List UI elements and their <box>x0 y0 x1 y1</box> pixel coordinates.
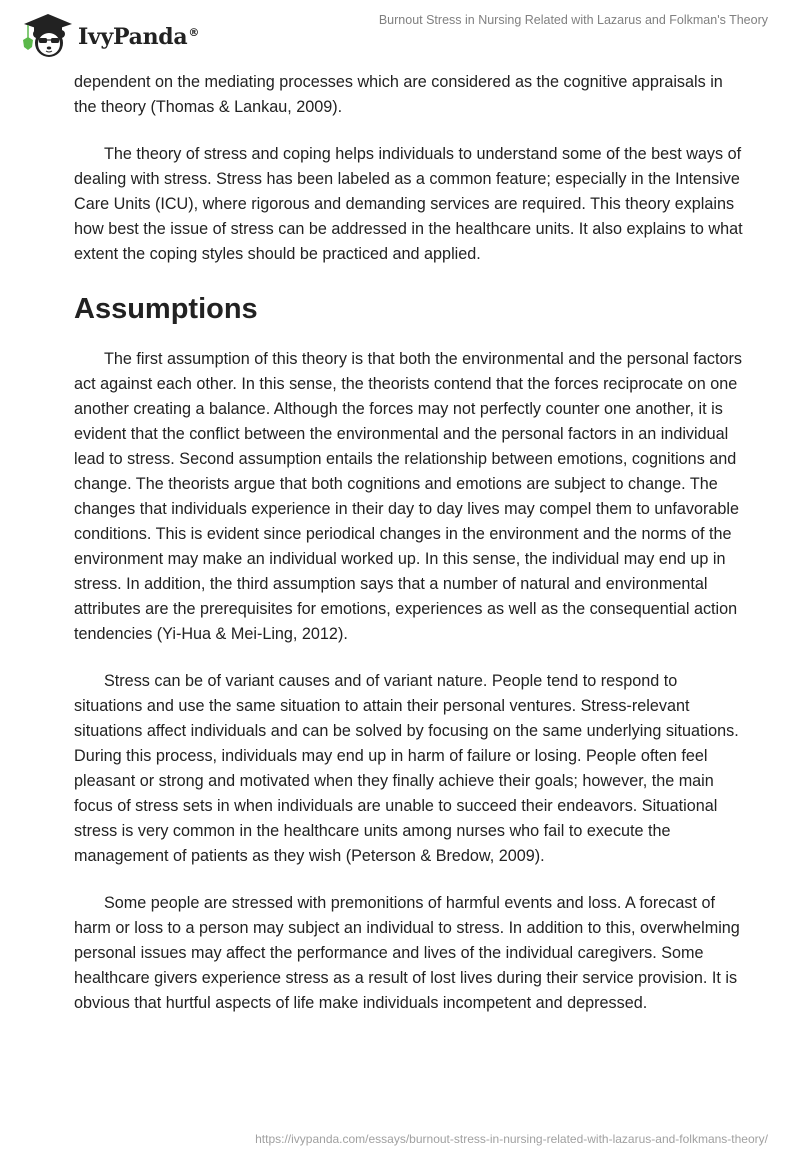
document-title: Burnout Stress in Nursing Related with Lazarus and Folkman's Theory <box>378 13 768 27</box>
brand-logo[interactable] <box>18 10 199 58</box>
paragraph: dependent on the mediating processes which are considered as the cognitive appraisals in the theory (Thomas & Lankau, 2009). <box>74 73 723 116</box>
paragraph: Stress can be of variant causes and of variant nature. People tend to respond to situations and use the same situation to attain their personal ventures. Stress-relevant situations affect individuals and can be solved by focusing on the same underlying situations. During this process, individuals may end up in harm of failure or losing. People often feel pleasant or strong and motivated when they finally achieve their goals; however, the main focus of stress sets in when individuals are unable to succeed their endeavors. Situational stress is very common in the healthcare units among nurses who fail to execute the management of patients as they wish (Peterson & Bredow, 2009). <box>74 672 739 865</box>
registered-mark: ® <box>188 25 200 39</box>
essay-content <box>74 70 744 1016</box>
source-url[interactable]: https://ivypanda.com/essays/burnout-stress-in-nursing-related-with-lazarus-and-folkmans-theory/ <box>255 1132 768 1146</box>
section-heading: Assumptions <box>74 293 258 325</box>
panda-graduation-cap-icon <box>18 10 74 58</box>
brand-name: IvyPanda® <box>78 24 200 50</box>
paragraph: Some people are stressed with premonitions of harmful events and loss. A forecast of harm or loss to a person may subject an individual to stress. In addition to this, overwhelming personal issues may affect the performance and lives of the individual caregivers. Some healthcare givers experience stress as a result of lost lives during their service provision. It is obvious that hurtful aspects of life make individuals incompetent and depressed. <box>74 894 740 1012</box>
page-header <box>0 0 800 65</box>
paragraph: The theory of stress and coping helps individuals to understand some of the best ways of dealing with stress. Stress has been labeled as a common feature; especially in the Intensive Care Units (ICU), where rigorous and demanding services are required. This theory explains how best the issue of stress can be addressed in the healthcare units. It also explains to what extent the coping styles should be practiced and applied. <box>74 145 743 263</box>
paragraph: The first assumption of this theory is that both the environmental and the personal factors act against each other. In this sense, the theorists contend that the forces reciprocate on one another creating a balance. Although the forces may not perfectly counter one another, it is evident that the conflict between the environmental and the personal factors in an individual lead to stress. Second assumption entails the relationship between emotions, cognitions and change. The theorists argue that both cognitions and emotions are subject to change. The changes that individuals experience in their day to day lives may compel them to unfavorable conditions. This is evident since periodical changes in the environment and the norms of the environment may make an individual worked up. In this sense, the individual may end up in stress. In addition, the third assumption says that a number of natural and environmental attributes are the prerequisites for emotions, experiences as well as the consequential action tendencies (Yi-Hua & Mei-Ling, 2012). <box>74 350 742 643</box>
